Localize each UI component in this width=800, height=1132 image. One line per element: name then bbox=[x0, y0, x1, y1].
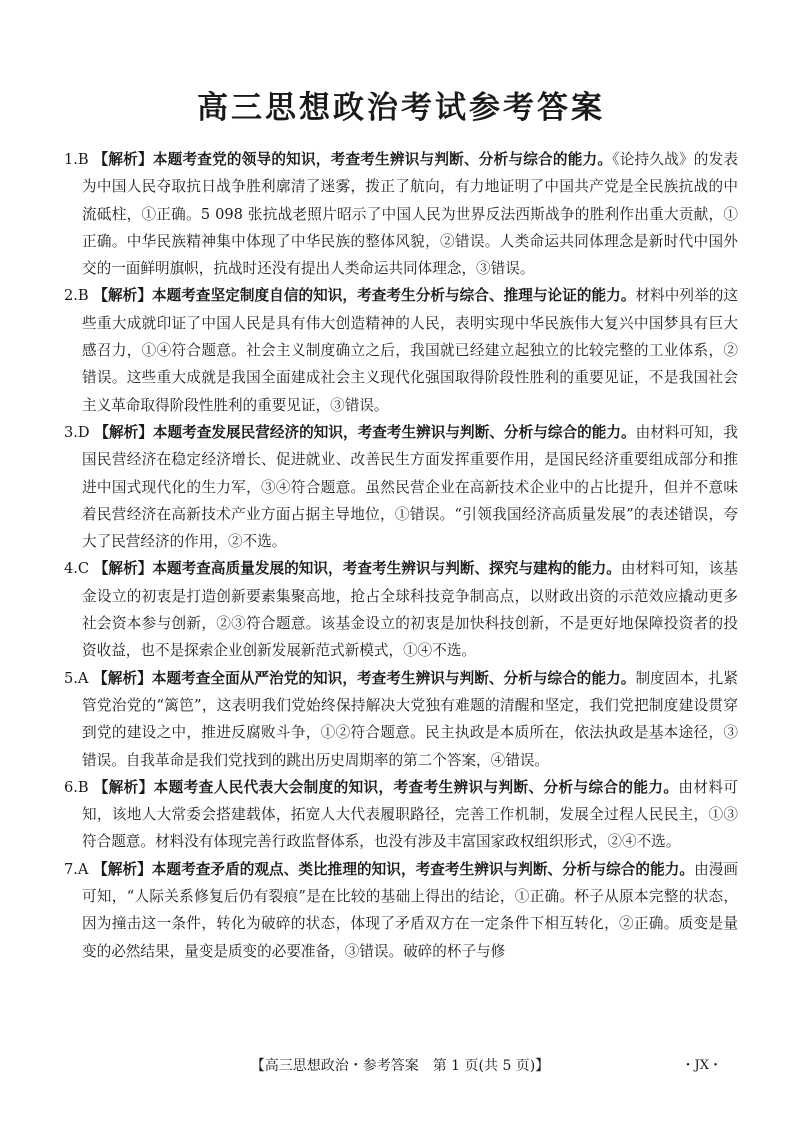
answer-item-7 bbox=[64, 856, 738, 965]
answer-number: 3.D bbox=[64, 423, 90, 441]
answer-list bbox=[64, 146, 738, 965]
analysis-body: 材料中列举的这些重大成就印证了中国人民是具有伟大创造精神的人民，表明实现中华民族伟大复兴中国梦具有巨大感召力，①④符合题意。社会主义制度确立之后，我国就已经建立起独立的比较完整的工业体系，②错误。这些重大成就是我国全面建成社会主义现代化强国取得阶段性胜利的重要见证，不是我国社会主义革命取得阶段性胜利的重要见证，③错误。 bbox=[82, 287, 738, 414]
analysis-tag: 【解析】 bbox=[93, 287, 152, 305]
analysis-lead: 本题考查党的领导的知识，考查考生辨识与判断、分析与综合的能力。 bbox=[152, 151, 613, 168]
answer-item-6 bbox=[64, 774, 738, 856]
answer-item-1 bbox=[64, 146, 738, 282]
answer-number: 7.A bbox=[64, 860, 89, 878]
analysis-body: 由材料可知，该地人大常委会搭建载体，拓宽人大代表履职路径，完善工作机制，发展全过程人民民主，①③符合题意。材料没有体现完善行政监督体系，也没有涉及丰富国家政权组织形式，②④不选。 bbox=[82, 778, 738, 851]
analysis-lead: 本题考查发展民营经济的知识，考查考生辨识与判断、分析与综合的能力。 bbox=[152, 423, 636, 441]
footer-code: ・JX・ bbox=[681, 1058, 722, 1073]
analysis-body: 由漫画可知，“人际关系修复后仍有裂痕”是在比较的基础上得出的结论，①正确。杯子从原本完整的状态，因为撞击这一条件，转化为破碎的状态，体现了矛盾双方在一定条件下相互转化，②正确。质变是量变的必然结果，量变是质变的必要准备，③错误。破碎的杯子与修 bbox=[82, 860, 738, 960]
analysis-tag: 【解析】 bbox=[93, 778, 154, 796]
analysis-lead: 本题考查高质量发展的知识，考查考生辨识与判断、探究与建构的能力。 bbox=[152, 560, 621, 578]
page-title: 高三思想政治考试参考答案 bbox=[197, 90, 605, 126]
page-footer bbox=[0, 1054, 800, 1078]
analysis-tag: 【解析】 bbox=[93, 669, 152, 687]
answer-item-5 bbox=[64, 665, 738, 774]
analysis-lead: 本题考查坚定制度自信的知识，考查考生分析与综合、推理与论证的能力。 bbox=[151, 287, 636, 305]
analysis-lead: 本题考查人民代表大会制度的知识，考查考生辨识与判断、分析与综合的能力。 bbox=[153, 778, 679, 796]
analysis-lead: 本题考查全面从严治党的知识，考查考生辨识与判断、分析与综合的能力。 bbox=[151, 669, 636, 687]
answer-number: 4.C bbox=[64, 560, 90, 578]
analysis-tag: 【解析】 bbox=[93, 560, 153, 578]
analysis-body: 制度固本，扎紧管党治党的“篱笆”，这表明我们党始终保持解决大党独有难题的清醒和坚定，我们党把制度建设贯穿到党的建设之中，推进反腐败斗争，①②符合题意。民主执政是本质所在，依法执政是基本途径，③错误。自我革命是我们党找到的跳出历史周期率的第二个答案，④错误。 bbox=[82, 669, 738, 769]
answer-item-4 bbox=[64, 555, 738, 664]
answer-item-2 bbox=[64, 282, 738, 418]
analysis-lead: 本题考查矛盾的观点、类比推理的知识，考查考生辨识与判断、分析与综合的能力。 bbox=[151, 860, 695, 878]
analysis-body: 由材料可知，我国民营经济在稳定经济增长、促进就业、改善民生方面发挥重要作用，是国民经济重要组成部分和推进中国式现代化的生力军，③④符合题意。虽然民营企业在高新技术企业中的占比提升，但并不意味着民营经济在高新技术产业方面占据主导地位，①错误。“引领我国经济高质量发展”的表述错误，夸大了民营经济的作用，②不选。 bbox=[82, 423, 738, 551]
answer-number: 6.B bbox=[64, 778, 89, 796]
answer-number: 2.B bbox=[64, 287, 89, 305]
answer-number: 5.A bbox=[64, 669, 89, 687]
analysis-tag: 【解析】 bbox=[94, 423, 153, 441]
answer-number: 1.B bbox=[64, 151, 89, 168]
analysis-tag: 【解析】 bbox=[93, 151, 153, 168]
answer-item-3 bbox=[64, 419, 738, 555]
analysis-body: 由材料可知，该基金设立的初衷是打造创新要素集聚高地，抢占全球科技竞争制高点，以财政出资的示范效应撬动更多社会资本参与创新，②③符合题意。该基金设立的初衷是加快科技创新，不是更好地保障投资者的投资收益，也不是探索企业创新发展新范式新模式，①④不选。 bbox=[82, 560, 738, 660]
footer-page-info: 【高三思想政治・参考答案 第 1 页(共 5 页)】 bbox=[250, 1058, 550, 1074]
analysis-tag: 【解析】 bbox=[93, 860, 152, 878]
analysis-body: 《论持久战》的发表为中国人民夺取抗日战争胜利廓清了迷雾，拨正了航向，有力地证明了中国共产党是全民族抗战的中流砥柱，①正确。5 098 张抗战老照片昭示了中国人民为世界反法西斯战争的胜利作出重大贡献，①正确。中华民族精神集中体现了中华民族的整体风貌，②错误。人类命运共同体理念是新时代中国外交的一面鲜明旗帜，抗战时还没有提出人类命运共同体理念，③错误。 bbox=[82, 151, 739, 278]
